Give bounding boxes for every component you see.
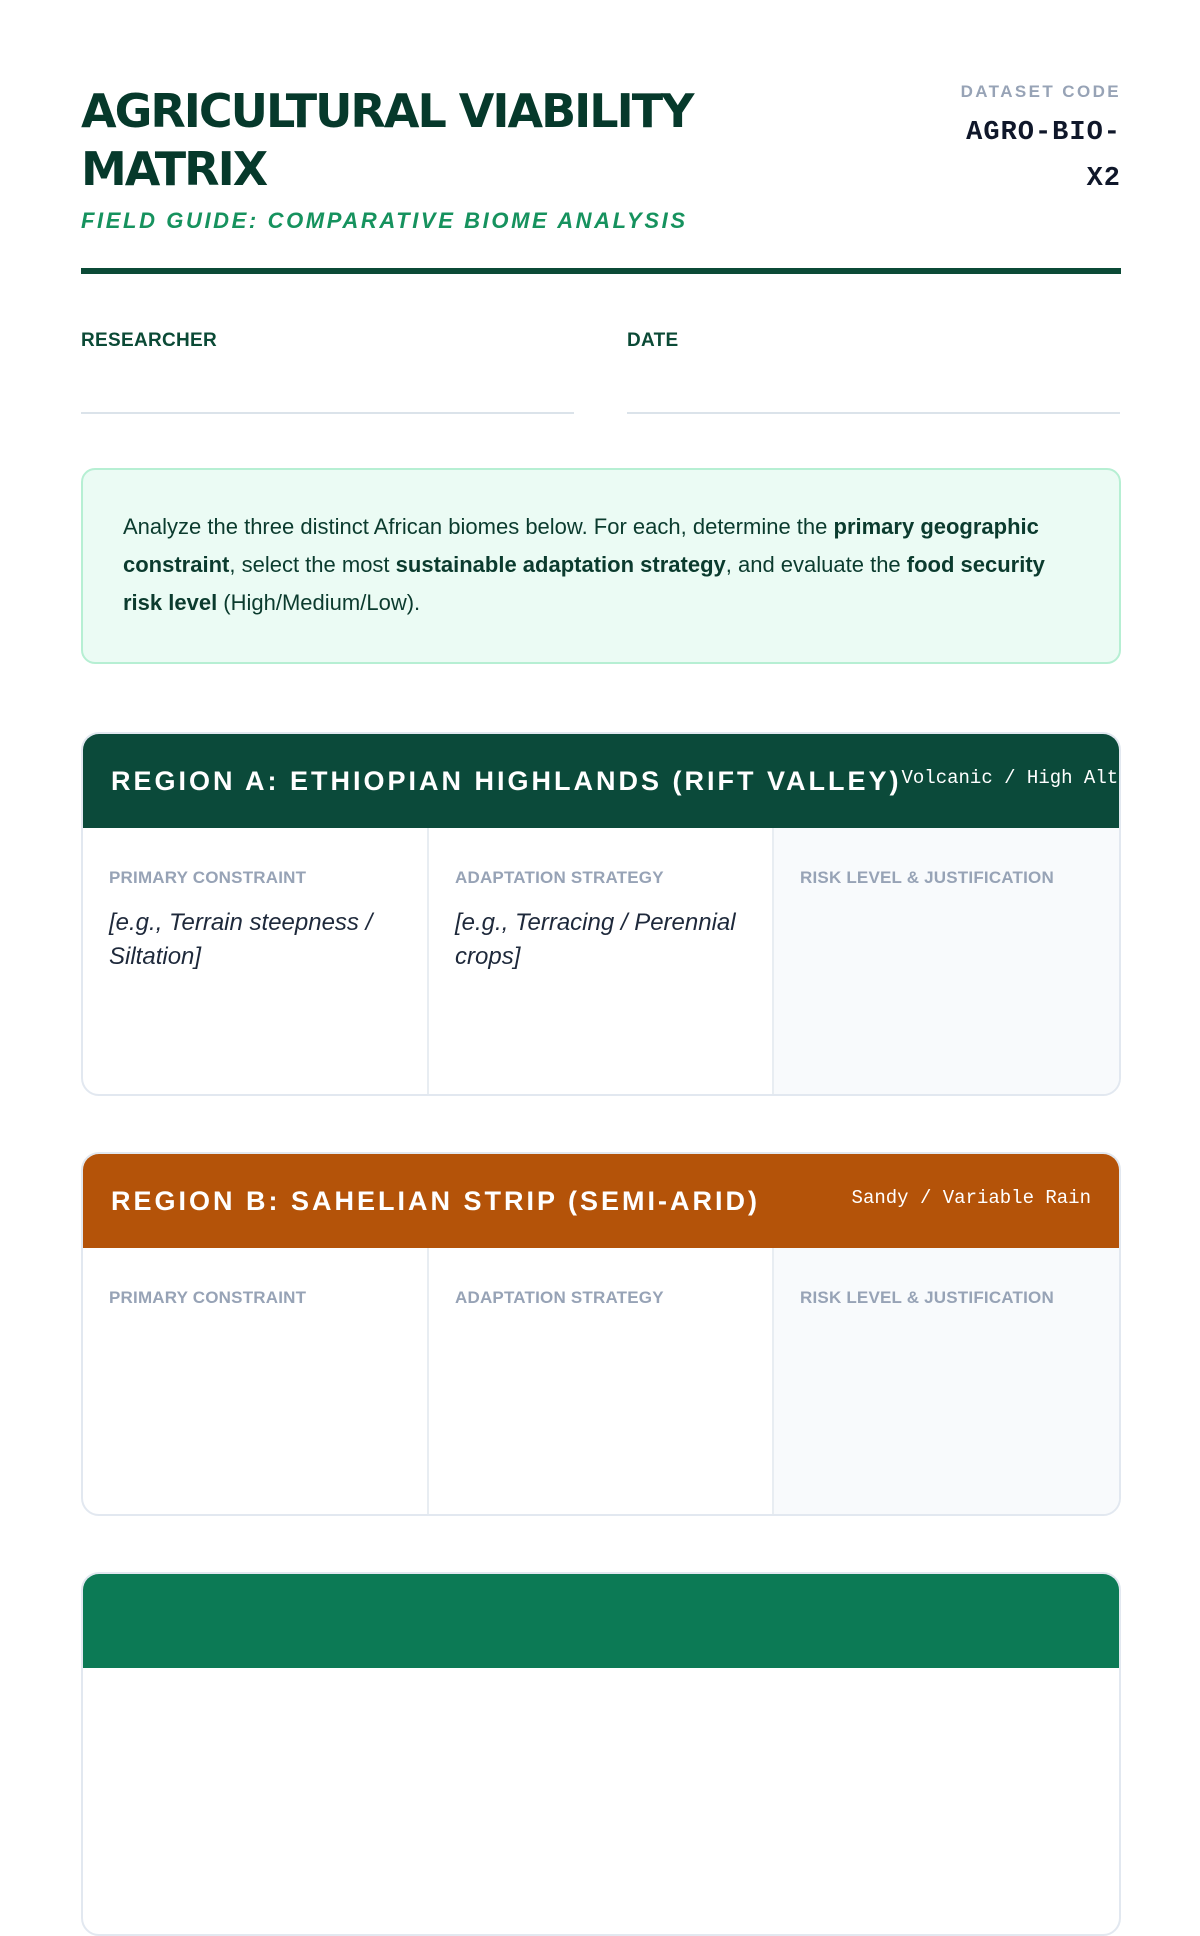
- region-title: REGION A: ETHIOPIAN HIGHLANDS (RIFT VALLEY): [111, 765, 902, 796]
- region-card-b: [81, 1152, 1121, 1516]
- researcher-field[interactable]: [81, 330, 574, 352]
- constraint-hint: [e.g., Terrain steepness / Siltation]: [109, 909, 373, 970]
- region-card-c: [81, 1572, 1121, 1936]
- risk-cell[interactable]: [774, 828, 1119, 1096]
- strategy-cell[interactable]: [429, 1248, 774, 1516]
- instructions-text: (High/Medium/Low).: [217, 590, 421, 615]
- page-subtitle: FIELD GUIDE: COMPARATIVE BIOME ANALYSIS: [81, 208, 688, 233]
- region-header: [83, 734, 1119, 828]
- page-header: [81, 78, 1121, 274]
- risk-cell[interactable]: [774, 1248, 1119, 1516]
- instructions-box: [81, 468, 1121, 664]
- constraint-cell[interactable]: [83, 828, 429, 1096]
- constraint-label: PRIMARY CONSTRAINT: [109, 1288, 307, 1307]
- strategy-label: ADAPTATION STRATEGY: [455, 1288, 664, 1307]
- instructions-emphasis: food security risk level: [123, 552, 1045, 615]
- region-header: [83, 1574, 1119, 1668]
- instructions-text: Analyze the three distinct African biomes below. For each, determine the: [123, 514, 834, 539]
- region-tag: Sandy / Variable Rain: [851, 1187, 1091, 1209]
- date-input-line[interactable]: [627, 412, 1120, 414]
- instructions-emphasis: primary geographic constraint: [123, 514, 1039, 577]
- region-title: REGION B: SAHELIAN STRIP (SEMI-ARID): [111, 1185, 761, 1216]
- instructions-text: , and evaluate the: [725, 552, 907, 577]
- region-columns: [83, 828, 1119, 1096]
- date-field[interactable]: [627, 330, 1120, 352]
- dataset-code-label: DATASET CODE: [960, 82, 1121, 101]
- risk-label: RISK LEVEL & JUSTIFICATION: [800, 1288, 1054, 1307]
- strategy-hint: [e.g., Terracing / Perennial crops]: [455, 909, 736, 970]
- region-tag: Volcanic / High Alt: [901, 767, 1119, 789]
- region-columns: [83, 1248, 1119, 1516]
- constraint-cell[interactable]: [83, 1248, 429, 1516]
- header-divider: [81, 268, 1121, 274]
- researcher-input-line[interactable]: [81, 412, 574, 414]
- instructions-text: , select the most: [229, 552, 396, 577]
- region-card-a: [81, 732, 1121, 1096]
- constraint-label: PRIMARY CONSTRAINT: [109, 868, 307, 887]
- page-title: AGRICULTURAL VIABILITY MATRIX: [81, 84, 693, 196]
- strategy-cell[interactable]: [429, 828, 774, 1096]
- dataset-code-block: [901, 82, 1121, 202]
- strategy-label: ADAPTATION STRATEGY: [455, 868, 664, 887]
- region-header: [83, 1154, 1119, 1248]
- dataset-code-value: AGRO-BIO-X2: [966, 118, 1121, 194]
- date-label: DATE: [627, 330, 679, 351]
- researcher-label: RESEARCHER: [81, 330, 218, 351]
- instructions-emphasis: sustainable adaptation strategy: [395, 552, 726, 577]
- risk-label: RISK LEVEL & JUSTIFICATION: [800, 868, 1054, 887]
